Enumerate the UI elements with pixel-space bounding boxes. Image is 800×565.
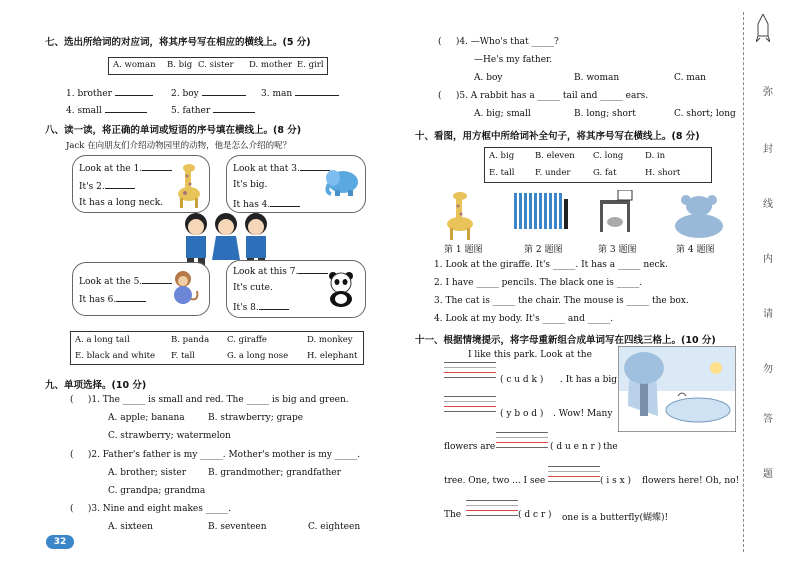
passage-text: tree. One, two ... I see xyxy=(444,476,546,486)
question-4-reply: —He's my father. xyxy=(474,55,553,65)
question-1: ( )1. The _____ is small and red. The _____ is big and green. xyxy=(70,395,349,405)
s8-option: G. a long nose xyxy=(227,351,289,361)
s8-option: A. a long tail xyxy=(75,335,130,345)
elephant-icon xyxy=(323,166,361,198)
question-3: ( )3. Nine and eight makes _____. xyxy=(70,504,232,514)
section-8-intro: Jack 在向朋友们介绍动物园里的动物，他是怎么介绍的呢？ xyxy=(66,141,292,151)
panda-icon xyxy=(323,269,359,309)
answer-blank[interactable] xyxy=(270,198,300,207)
s10-sentence: 2. I have _____ pencils. The black one is _____. xyxy=(434,278,643,288)
four-line-blank[interactable] xyxy=(496,432,548,448)
answer-blank[interactable] xyxy=(202,87,246,96)
option: B. grandmother; grandfather xyxy=(208,468,341,478)
passage-text: the xyxy=(603,442,618,452)
section-8-title: 八、读一读，将正确的单词或短语的序号填在横线上。(8 分) xyxy=(45,125,302,136)
margin-char: 弥 xyxy=(763,87,773,98)
s10-option: B. eleven xyxy=(535,151,575,161)
bubble-line: It's cute. xyxy=(233,283,273,293)
section-9-title: 九、单项选择。(10 分) xyxy=(45,380,147,391)
s10-option: F. under xyxy=(535,168,571,178)
cat-chair-icon xyxy=(592,190,638,240)
monkey-icon xyxy=(165,269,201,309)
bubble-line: It's big. xyxy=(233,180,268,190)
seal-line xyxy=(743,12,744,552)
option: A. apple; banana xyxy=(108,413,185,423)
s7-option: B. big xyxy=(167,60,193,70)
margin-char: 答 xyxy=(763,414,773,425)
four-line-blank[interactable] xyxy=(444,362,496,378)
answer-blank[interactable] xyxy=(259,301,289,310)
s10-option: A. big xyxy=(489,151,515,161)
s7-item: 2. boy xyxy=(171,87,246,99)
pencils-icon xyxy=(512,193,572,237)
answer-blank[interactable] xyxy=(213,104,255,113)
rocket-icon xyxy=(756,14,770,42)
s10-option: G. fat xyxy=(593,168,617,178)
bubble-line: It has 6. xyxy=(79,293,146,305)
passage-text: flowers here! Oh, no! xyxy=(642,476,740,486)
bubble-line: It's 2. xyxy=(79,180,135,192)
margin-char: 题 xyxy=(763,469,773,480)
s10-sentence: 1. Look at the giraffe. It's _____. It has a _____ neck. xyxy=(434,260,668,270)
passage-text: . It has a big xyxy=(560,375,618,385)
section-10-title: 十、看图，用方框中所给词补全句子，将其序号写在横线上。(8 分) xyxy=(415,131,700,142)
option: C. eighteen xyxy=(308,522,361,532)
speech-bubble-4 xyxy=(226,260,366,318)
section-7-option-box xyxy=(108,57,328,75)
margin-char: 线 xyxy=(763,199,773,210)
s7-item: 3. man xyxy=(261,87,339,99)
bear-icon xyxy=(672,192,726,238)
option: B. woman xyxy=(574,73,620,83)
answer-blank[interactable] xyxy=(295,87,339,96)
bubble-line: Look at the 5. xyxy=(79,275,172,287)
margin-char: 请 xyxy=(763,309,773,320)
s10-sentence: 3. The cat is _____ the chair. The mouse is _____ the box. xyxy=(434,296,689,306)
letter-hint: ( c u d k ) xyxy=(500,375,544,385)
s7-option: D. mother xyxy=(249,60,293,70)
section-11-title: 十一、根据情境提示，将字母重新组合成单词写在四线三格上。(10 分) xyxy=(415,335,716,346)
option: C. strawberry; watermelon xyxy=(108,431,231,441)
question-4: ( )4. —Who's that _____? xyxy=(438,37,559,47)
option: B. strawberry; grape xyxy=(208,413,304,423)
s7-item: 4. small xyxy=(66,104,147,116)
figure-caption: 第 3 题图 xyxy=(598,245,637,255)
four-line-blank[interactable] xyxy=(548,466,600,482)
letter-hint: ( i s x ) xyxy=(600,476,632,486)
question-2: ( )2. Father's father is my _____. Mother's mother is my _____. xyxy=(70,450,361,460)
four-line-blank[interactable] xyxy=(444,396,496,412)
speech-bubble-3 xyxy=(72,262,210,316)
s7-option: E. girl xyxy=(297,60,324,70)
option: A. big; small xyxy=(474,109,531,119)
bubble-line: It's 8. xyxy=(233,301,289,313)
bubble-line: Look at the 1. xyxy=(79,162,172,174)
margin-char: 勿 xyxy=(763,364,773,375)
passage-text: . Wow! Many xyxy=(553,409,613,419)
letter-hint: ( y b o d ) xyxy=(500,409,544,419)
passage-text: I like this park. Look at the xyxy=(468,350,592,360)
giraffe-icon xyxy=(440,190,480,240)
s7-option: A. woman xyxy=(113,60,156,70)
option: C. grandpa; grandma xyxy=(108,486,206,496)
answer-blank[interactable] xyxy=(105,104,147,113)
s10-option: H. short xyxy=(645,168,681,178)
s8-option: D. monkey xyxy=(307,335,353,345)
section-10-option-box xyxy=(484,147,712,183)
s10-option: C. long xyxy=(593,151,624,161)
four-line-blank[interactable] xyxy=(466,500,518,516)
letter-hint: ( d u e n r ) xyxy=(550,442,602,452)
speech-bubble-2 xyxy=(226,155,366,213)
option: B. long; short xyxy=(574,109,636,119)
option: C. man xyxy=(674,73,706,83)
passage-text: flowers are xyxy=(444,442,496,452)
s10-option: D. in xyxy=(645,151,666,161)
answer-blank[interactable] xyxy=(142,162,172,171)
option: B. seventeen xyxy=(208,522,267,532)
s8-option: B. panda xyxy=(171,335,210,345)
page-number: 32 xyxy=(46,535,74,549)
option: A. sixteen xyxy=(108,522,153,532)
s10-option: E. tall xyxy=(489,168,515,178)
figure-caption: 第 2 题图 xyxy=(524,245,563,255)
s7-item: 1. brother xyxy=(66,87,153,99)
answer-blank[interactable] xyxy=(115,87,153,96)
section-8-option-box xyxy=(70,331,364,365)
s7-option: C. sister xyxy=(198,60,234,70)
s8-option: C. giraffe xyxy=(227,335,267,345)
margin-char: 封 xyxy=(763,144,773,155)
question-5: ( )5. A rabbit has a _____ tail and _____ ears. xyxy=(438,91,649,101)
option: C. short; long xyxy=(674,109,736,119)
section-7-title: 七、选出所给词的对应词，将其序号写在相应的横线上。(5 分) xyxy=(45,37,311,48)
letter-hint: ( d c r ) xyxy=(518,510,552,520)
option: A. boy xyxy=(474,73,503,83)
bubble-line: It has a long neck. xyxy=(79,198,164,208)
passage-text: The xyxy=(444,510,462,520)
s8-option: F. tall xyxy=(171,351,195,361)
margin-char: 内 xyxy=(763,254,773,265)
s7-item: 5. father xyxy=(171,104,255,116)
option: A. brother; sister xyxy=(108,468,186,478)
bubble-line: Look at this 7. xyxy=(233,265,328,277)
s10-sentence: 4. Look at my body. It's _____ and _____. xyxy=(434,314,614,324)
s8-option: E. black and white xyxy=(75,351,156,361)
speech-bubble-1 xyxy=(72,155,210,213)
bubble-line: Look at that 3. xyxy=(233,162,330,174)
park-illustration xyxy=(618,346,736,432)
figure-caption: 第 4 题图 xyxy=(676,245,715,255)
s8-option: H. elephant xyxy=(307,351,358,361)
passage-text: one is a butterfly(蝴蝶)! xyxy=(562,513,669,523)
answer-blank[interactable] xyxy=(105,180,135,189)
bubble-line: It has 4. xyxy=(233,198,300,210)
figure-caption: 第 1 题图 xyxy=(444,245,483,255)
giraffe-icon xyxy=(171,162,205,208)
answer-blank[interactable] xyxy=(116,293,146,302)
